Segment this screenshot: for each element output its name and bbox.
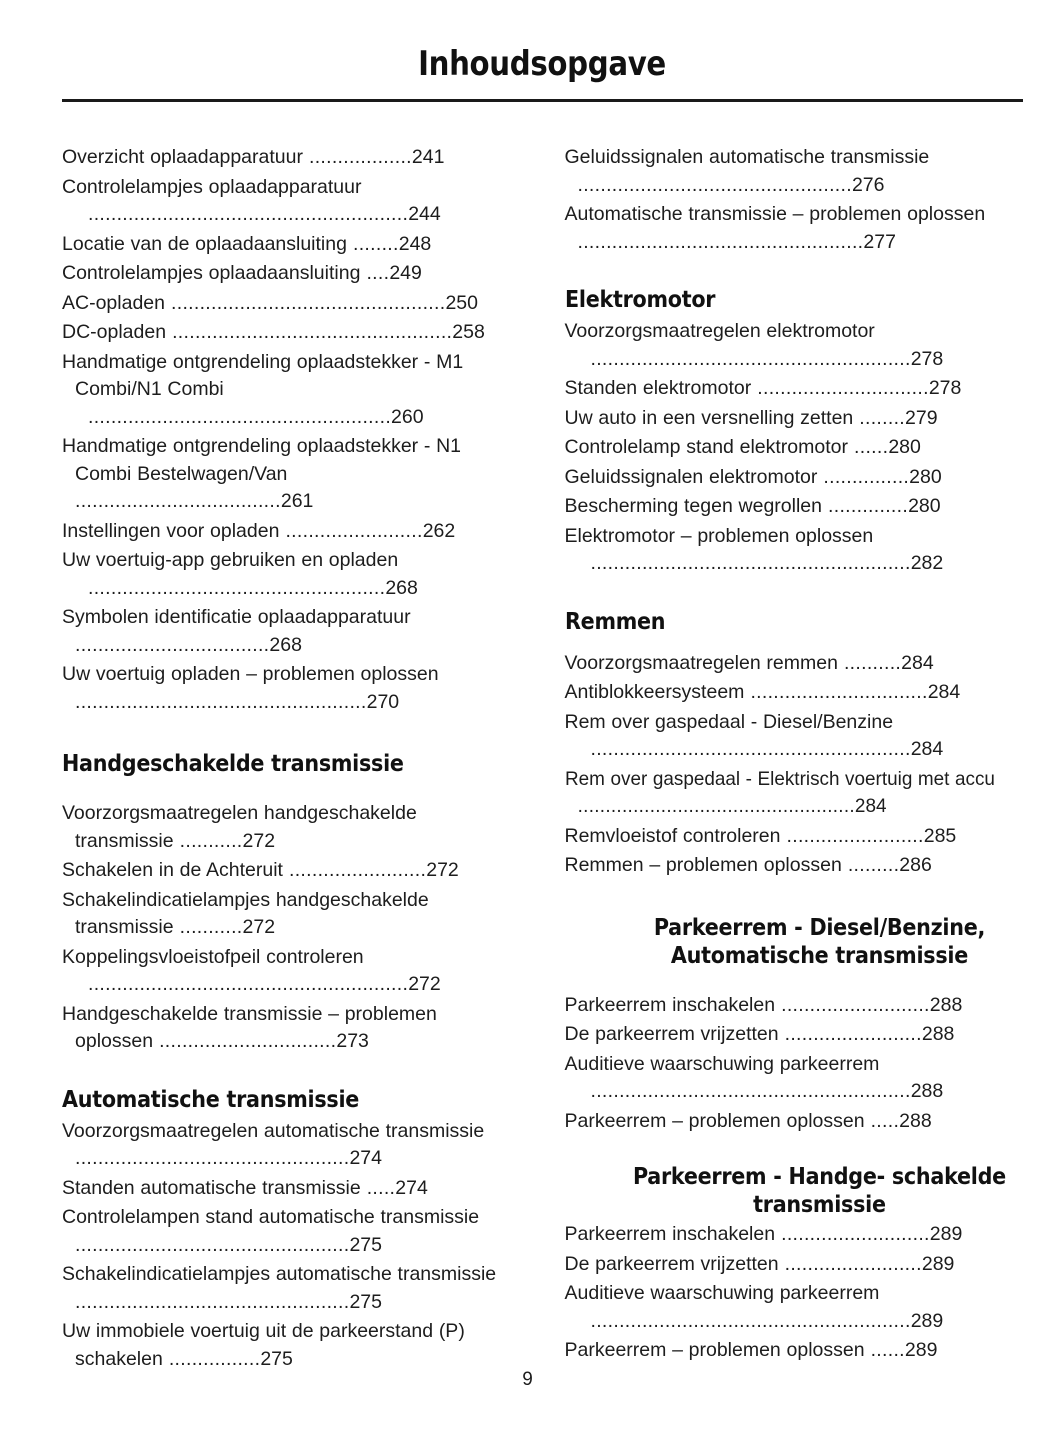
toc-entry[interactable] (62, 144, 521, 172)
toc-entry-label: Voorzorgsmaatregelen automatische transmissie (62, 1119, 485, 1142)
toc-entry-leader: .......................... (775, 1223, 930, 1245)
toc-entry-leader: .............. (822, 495, 909, 517)
toc-entry-page-number: 288 (910, 1080, 944, 1102)
toc-entry[interactable] (565, 852, 1024, 880)
toc-entry[interactable] (565, 493, 1024, 521)
toc-entry[interactable] (565, 823, 1024, 851)
toc-entry[interactable] (565, 405, 1024, 433)
toc-entry-leader-line (174, 916, 275, 938)
toc-entry-leader: ................................................ (75, 1233, 350, 1256)
toc-entry-label: Symbolen identificatie oplaadapparatuur (62, 606, 411, 628)
toc-entry-label: Remmen – problemen oplossen (564, 854, 842, 876)
toc-entry-label: Controlelamp stand elektromotor (564, 436, 848, 458)
toc-entry-page-number: 278 (928, 377, 962, 399)
toc-entry-page-number: 275 (260, 1347, 293, 1370)
toc-entry[interactable] (565, 523, 1024, 578)
toc-entry-label: Rem over gaspedaal - Diesel/Benzine (564, 710, 894, 733)
toc-entry[interactable] (62, 547, 521, 602)
toc-entry-label: Remvloeistof controleren (564, 824, 781, 847)
toc-entry[interactable] (62, 944, 521, 999)
toc-entry-label: Uw auto in een versnelling zetten (564, 406, 854, 429)
toc-entry-page-number: 272 (242, 916, 276, 938)
toc-entry-label: Antiblokkeersysteem (564, 681, 745, 703)
toc-entry-leader: ...... (847, 436, 889, 458)
toc-entry-page-number: 280 (888, 436, 921, 458)
toc-entry-label: De parkeerrem vrijzetten (564, 1252, 779, 1275)
section-heading: Elektromotor (564, 287, 715, 313)
toc-entry-leader: ............................... (153, 1030, 337, 1052)
toc-entry-label: Rem over gaspedaal - Elektrisch voertuig met accu (564, 767, 995, 790)
toc-entry-page-number: 262 (422, 519, 456, 542)
toc-entry-label: Uw voertuig opladen – problemen oplossen (62, 663, 439, 685)
toc-entry-leader: .... (360, 262, 390, 284)
toc-entry-label: Parkeerrem – problemen oplossen (564, 1109, 865, 1132)
toc-entry-leader-line (577, 795, 886, 817)
toc-entry-leader-line (744, 681, 960, 703)
toc-entry-page-number: 289 (904, 1339, 938, 1361)
toc-entry-label: Locatie van de oplaadaansluiting (62, 232, 347, 255)
toc-entry-page-number: 286 (899, 854, 932, 876)
toc-entry-page-number: 261 (280, 490, 314, 512)
toc-entry[interactable] (565, 201, 1024, 256)
toc-entry-leader-line (153, 1030, 369, 1052)
toc-entry-leader: .................................. (75, 633, 270, 656)
toc-entry-leader-line (75, 1234, 382, 1256)
toc-entry-leader: .......... (837, 651, 902, 674)
toc-entry-leader: ........... (173, 916, 243, 938)
toc-entry-leader: .................................... (75, 490, 281, 512)
toc-entry-label: Standen automatische transmissie (62, 1176, 361, 1199)
toc-entry-leader: ........................ (279, 519, 423, 542)
toc-entry-page-number: 285 (923, 824, 957, 847)
toc-entry-label: Elektromotor – problemen oplossen (564, 524, 874, 547)
toc-entry-leader: ........................................................ (88, 973, 409, 995)
toc-entry-page-number: 274 (395, 1176, 428, 1199)
toc-entry-label: Geluidssignalen elektromotor (564, 465, 818, 488)
toc-entry-label: Schakelindicatielampjes automatische transmissie (62, 1263, 497, 1285)
toc-entry-page-number: 270 (366, 690, 400, 713)
toc-column-left (62, 144, 521, 1375)
toc-entry-leader-line (75, 201, 521, 229)
toc-entry[interactable] (565, 1221, 1024, 1249)
section-heading: Handgeschakelde transmissie (62, 751, 404, 777)
toc-entry-leader: ...... (864, 1339, 905, 1361)
toc-entry-leader: ............... (817, 465, 910, 488)
toc-entry-page-number: 282 (910, 552, 944, 574)
toc-entry-label: Auditieve waarschuwing parkeerrem (564, 1052, 880, 1075)
toc-entry[interactable] (565, 1021, 1024, 1049)
toc-entry[interactable] (62, 1204, 521, 1259)
toc-entry[interactable] (565, 1280, 1024, 1335)
toc-entry-label: Parkeerrem inschakelen (564, 1223, 776, 1245)
toc-entry[interactable] (565, 650, 1024, 678)
toc-entry-page-number: 275 (349, 1290, 382, 1313)
toc-entry-leader-line (75, 1147, 382, 1169)
toc-entry-page-number: 268 (269, 633, 302, 656)
toc-entry-page-number: 241 (411, 146, 445, 168)
toc-entry-leader-line (75, 691, 399, 713)
toc-entry-page-number: 284 (910, 738, 944, 760)
toc-entry-leader: ........................ (778, 1023, 922, 1045)
toc-entry-leader: ........................................................ (590, 347, 911, 370)
toc-entry[interactable] (565, 766, 1036, 821)
toc-entry-leader: ................................................ (164, 291, 446, 314)
toc-entry[interactable] (62, 231, 521, 259)
toc-entry-page-number: 284 (854, 795, 886, 817)
toc-entry[interactable] (62, 319, 521, 347)
title-divider (62, 99, 1023, 102)
toc-entry[interactable] (565, 1251, 1024, 1279)
toc-entry-leader-line (578, 174, 885, 196)
toc-entry-page-number: 289 (929, 1223, 963, 1245)
toc-entry-leader: ................ (162, 1347, 261, 1370)
toc-entry-page-number: 289 (921, 1252, 955, 1275)
toc-entry-page-number: 258 (452, 321, 485, 343)
toc-entry[interactable] (565, 992, 1024, 1020)
toc-entry-leader-line (848, 436, 921, 458)
toc-entry-leader-line (838, 652, 934, 674)
toc-entry[interactable] (62, 1261, 521, 1316)
toc-entry-page-number: 250 (445, 291, 478, 314)
toc-entry-page-number: 260 (391, 405, 424, 428)
toc-entry-page-number: 273 (336, 1030, 369, 1052)
toc-entry-leader: .................................................. (577, 230, 864, 253)
toc-entry[interactable] (62, 1175, 521, 1203)
toc-entry-leader-line (163, 1348, 293, 1370)
toc-entry[interactable] (565, 1108, 1024, 1136)
toc-entry[interactable] (565, 679, 1024, 707)
toc-entry-leader: ........................ (778, 1252, 922, 1275)
toc-entry-label: Handgeschakelde transmissie – problemen oplossen (62, 1002, 437, 1052)
toc-entry[interactable] (62, 260, 521, 288)
toc-entry-label: DC-opladen (62, 321, 167, 343)
toc-entry-leader: ................................................ (75, 1290, 350, 1313)
toc-entry[interactable] (62, 1001, 521, 1056)
toc-entry-page-number: 279 (905, 406, 938, 429)
section-heading: Parkeerrem - Handge- schakelde transmissie (632, 1164, 1006, 1218)
toc-entry-label: Voorzorgsmaatregelen handgeschakelde transmissie (62, 802, 417, 852)
toc-entry-leader: .............................. (751, 377, 929, 399)
toc-entry-label: Controlelampjes oplaadapparatuur (62, 175, 362, 198)
toc-entry-leader-line (75, 1291, 382, 1313)
toc-entry-label: Geluidssignalen automatische transmissie (564, 146, 930, 168)
toc-entry-label: Parkeerrem – problemen oplossen (564, 1339, 865, 1361)
toc-entry-page-number: 284 (927, 681, 961, 703)
toc-entry-page-number: 272 (408, 973, 441, 995)
toc-entry[interactable] (62, 887, 521, 942)
toc-entry-leader: ..... (360, 1176, 396, 1199)
toc-entry-label: Handmatige ontgrendeling oplaadstekker - M1 Combi/N1 Combi (62, 350, 464, 400)
toc-entry-leader-line (361, 1177, 428, 1199)
toc-entry[interactable] (62, 1118, 521, 1173)
toc-entry-label: Voorzorgsmaatregelen elektromotor (564, 320, 875, 342)
toc-entry-leader: .................................................... (88, 576, 386, 599)
toc-entry-leader: ................................................ (75, 1147, 350, 1169)
toc-entry-label: Controlelampen stand automatische transmissie (62, 1206, 480, 1228)
toc-entry[interactable] (62, 857, 521, 885)
toc-entry-label: De parkeerrem vrijzetten (564, 1023, 779, 1045)
toc-entry-page-number: 280 (909, 465, 942, 488)
toc-entry-leader-line (578, 1308, 1024, 1336)
toc-entry-leader: ........................ (282, 859, 427, 881)
toc-entry-leader-line (578, 550, 1024, 578)
toc-entry[interactable] (565, 1051, 1024, 1106)
toc-entry-leader: ........................ (780, 824, 924, 847)
toc-entry-page-number: 277 (863, 230, 896, 253)
toc-entry-label: Handmatige ontgrendeling oplaadstekker - N1 Combi Bestelwagen/Van (62, 435, 462, 485)
toc-entry[interactable] (565, 318, 1024, 373)
toc-entry[interactable] (62, 518, 521, 546)
toc-entry-leader: ................................................. (166, 321, 453, 343)
toc-entry-leader: ........................................................ (88, 203, 409, 225)
toc-entry[interactable] (565, 375, 1024, 403)
toc-entry-label: Standen elektromotor (564, 377, 752, 399)
toc-entry-leader-line (578, 1078, 1024, 1106)
toc-entry-page-number: 278 (910, 347, 944, 370)
toc-entry[interactable] (62, 290, 521, 318)
toc-entry-leader-line (75, 634, 302, 656)
toc-entry-page-number: 275 (349, 1233, 382, 1256)
toc-entry-leader-line (775, 994, 962, 1016)
toc-entry-leader-line (75, 971, 521, 999)
toc-entry-leader-line (779, 1023, 955, 1045)
toc-columns (62, 144, 1023, 1375)
toc-entry-leader: ................................................... (75, 690, 367, 713)
toc-entry[interactable] (62, 604, 521, 659)
toc-entry-leader-line (279, 520, 455, 542)
section-heading: Automatische transmissie (62, 1086, 360, 1113)
toc-entry-label: Bescherming tegen wegrollen (564, 495, 822, 517)
toc-entry[interactable] (565, 1337, 1024, 1365)
toc-entry-leader-line (75, 490, 313, 512)
toc-entry-leader: ........ (346, 232, 399, 255)
toc-entry-label: Auditieve waarschuwing parkeerrem (564, 1282, 880, 1304)
toc-entry-page-number: 248 (398, 232, 432, 255)
toc-entry-page-number: 272 (426, 859, 459, 881)
toc-entry-leader-line (166, 321, 485, 343)
toc-entry-leader: ........ (853, 406, 906, 429)
toc-entry-leader-line (75, 404, 521, 432)
toc-entry-leader-line (578, 346, 1024, 374)
toc-entry-leader-line (842, 854, 932, 876)
toc-entry-leader-line (165, 292, 478, 314)
toc-entry-leader-line (865, 1110, 932, 1132)
toc-entry-page-number: 288 (921, 1023, 955, 1045)
toc-entry[interactable] (565, 144, 1024, 199)
toc-entry-leader-line (775, 1223, 962, 1245)
toc-entry-leader: ......... (841, 854, 900, 876)
toc-entry-page-number: 268 (385, 576, 418, 599)
toc-entry-leader-line (779, 1253, 955, 1275)
toc-entry-label: Controlelampjes oplaadaansluiting (62, 262, 361, 284)
toc-entry-leader: ........................................................ (590, 1309, 911, 1332)
toc-entry-label: Uw voertuig-app gebruiken en opladen (62, 549, 399, 571)
toc-entry[interactable] (62, 433, 521, 516)
toc-entry[interactable] (565, 434, 1024, 462)
toc-entry-leader-line (75, 575, 521, 603)
section-heading: Parkeerrem - Diesel/Benzine, Automatische transmissie (653, 914, 985, 969)
toc-entry-page-number: 244 (408, 203, 441, 225)
toc-entry-page-number: 289 (910, 1309, 944, 1332)
toc-entry-leader: ..... (864, 1109, 900, 1132)
toc-entry[interactable] (565, 709, 1024, 764)
toc-entry-leader: ........................................................ (590, 738, 911, 760)
toc-entry-label: Voorzorgsmaatregelen remmen (564, 651, 838, 674)
toc-entry-page-number: 280 (908, 495, 941, 517)
toc-entry-leader-line (578, 736, 1024, 764)
toc-entry-leader: ............................... (744, 681, 928, 703)
toc-entry-label: Schakelindicatielampjes handgeschakelde transmissie (62, 888, 429, 938)
toc-entry-leader: .......................... (775, 993, 930, 1016)
toc-entry-leader: ..................................................... (88, 405, 392, 428)
toc-entry-label: Uw immobiele voertuig uit de parkeerstand (P) schakelen (62, 1320, 465, 1370)
toc-entry-leader-line (780, 825, 956, 847)
toc-entry-leader-line (751, 377, 961, 399)
toc-entry-page-number: 276 (851, 173, 885, 196)
toc-entry[interactable] (62, 800, 521, 855)
toc-entry[interactable] (62, 349, 521, 432)
toc-entry-leader-line (853, 407, 937, 429)
toc-entry-page-number: 272 (242, 829, 276, 852)
toc-entry-leader: ........................................................ (590, 1080, 911, 1102)
toc-entry-label: AC-opladen (62, 291, 165, 314)
toc-entry-page-number: 274 (349, 1147, 382, 1169)
toc-entry-leader-line (303, 146, 444, 168)
page-title: Inhoudsopgave (418, 44, 666, 84)
toc-entry-leader: ................................................ (577, 173, 852, 196)
toc-entry-page-number: 284 (901, 651, 934, 674)
toc-entry-leader-line (822, 495, 941, 517)
toc-entry-leader-line (360, 262, 421, 284)
toc-entry-leader: ........................................................ (590, 552, 911, 574)
toc-entry-leader-line (817, 466, 941, 488)
page-number: 9 (522, 1369, 533, 1390)
toc-entry-label: Koppelingsvloeistofpeil controleren (62, 945, 364, 968)
toc-entry-leader-line (174, 830, 275, 852)
toc-entry[interactable] (62, 661, 521, 716)
toc-entry-label: Instellingen voor opladen (62, 519, 280, 542)
toc-entry-label: Overzicht oplaadapparatuur (62, 146, 303, 168)
toc-entry-leader-line (347, 233, 431, 255)
toc-column-right (565, 144, 1024, 1375)
section-heading: Remmen (564, 608, 665, 635)
toc-entry[interactable] (565, 464, 1024, 492)
toc-entry-label: Parkeerrem inschakelen (564, 993, 776, 1016)
toc-entry-leader: ........... (173, 829, 243, 852)
toc-entry[interactable] (62, 1318, 521, 1373)
toc-entry[interactable] (62, 174, 521, 229)
toc-entry-leader-line (283, 859, 459, 881)
toc-entry-page-number: 288 (929, 993, 963, 1016)
toc-entry-page-number: 288 (899, 1109, 932, 1132)
toc-entry-page-number: 249 (389, 262, 422, 284)
toc-entry-leader: .................................................. (577, 795, 855, 817)
toc-entry-label: Automatische transmissie – problemen oplossen (564, 203, 986, 225)
toc-entry-label: Schakelen in de Achteruit (62, 859, 283, 881)
toc-entry-leader: .................. (302, 146, 412, 168)
toc-entry-leader-line (578, 231, 896, 253)
toc-entry-leader-line (865, 1339, 938, 1361)
